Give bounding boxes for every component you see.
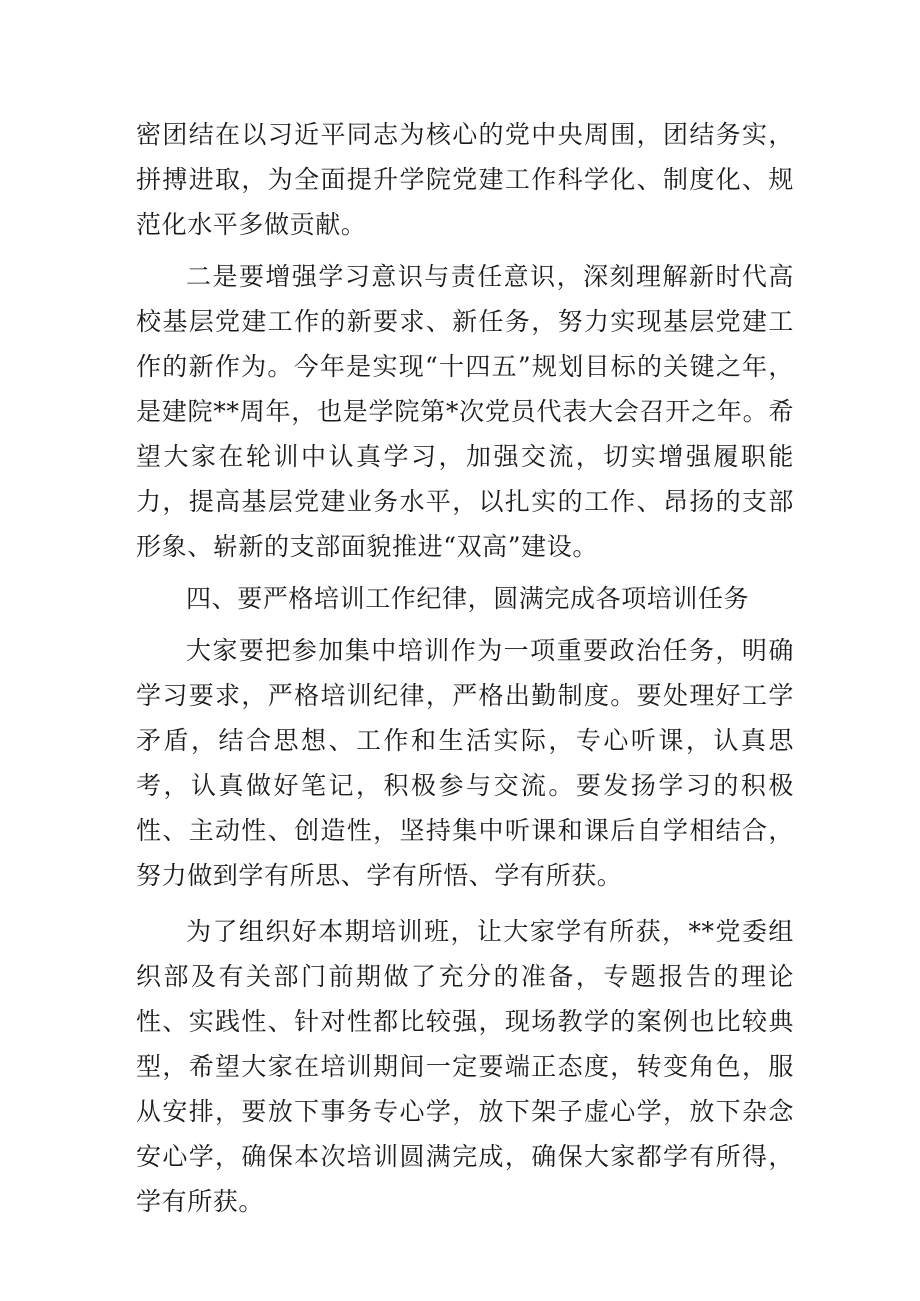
paragraph-continuation: 密团结在以习近平同志为核心的党中央周围，团结务实，拼搏进取，为全面提升学院党建工作科学化、制度化、规范化水平多做贡献。: [136, 120, 794, 239]
paragraph-learning-responsibility: 二是要增强学习意识与责任意识，深刻理解新时代高校基层党建工作的新要求、新任务，努力实现基层党建工作的新作为。今年是实现“十四五”规划目标的关键之年，是建院**周年，也是学院第*次党员代表大会召开之年。希望大家在轮训中认真学习，加强交流，切实增强履职能力，提高基层党建业务水平，以扎实的工作、昂扬的支部形象、崭新的支部面貌推进“双高”建设。: [136, 262, 794, 561]
document-body: [136, 112, 794, 1224]
section-heading-training-discipline: 四、要严格培训工作纪律，圆满完成各项培训任务: [186, 584, 750, 613]
paragraph-training-preparation: 为了组织好本期培训班，让大家学有所获，**党委组织部及有关部门前期做了充分的准备，专题报告的理论性、实践性、针对性都比较强，现场教学的案例也比较典型，希望大家在培训期间一定要端正态度，转变角色，服从安排，要放下事务专心学，放下架子虚心学，放下杂念安心学，确保本次培训圆满完成，确保大家都学有所得，学有所获。: [136, 917, 794, 1216]
paragraph-training-requirements: 大家要把参加集中培训作为一项重要政治任务，明确学习要求，严格培训纪律，严格出勤制度。要处理好工学矛盾，结合思想、工作和生活实际，专心听课，认真思考，认真做好笔记，积极参与交流。要发扬学习的积极性、主动性、创造性，坚持集中听课和课后自学相结合，努力做到学有所思、学有所悟、学有所获。: [136, 636, 794, 890]
